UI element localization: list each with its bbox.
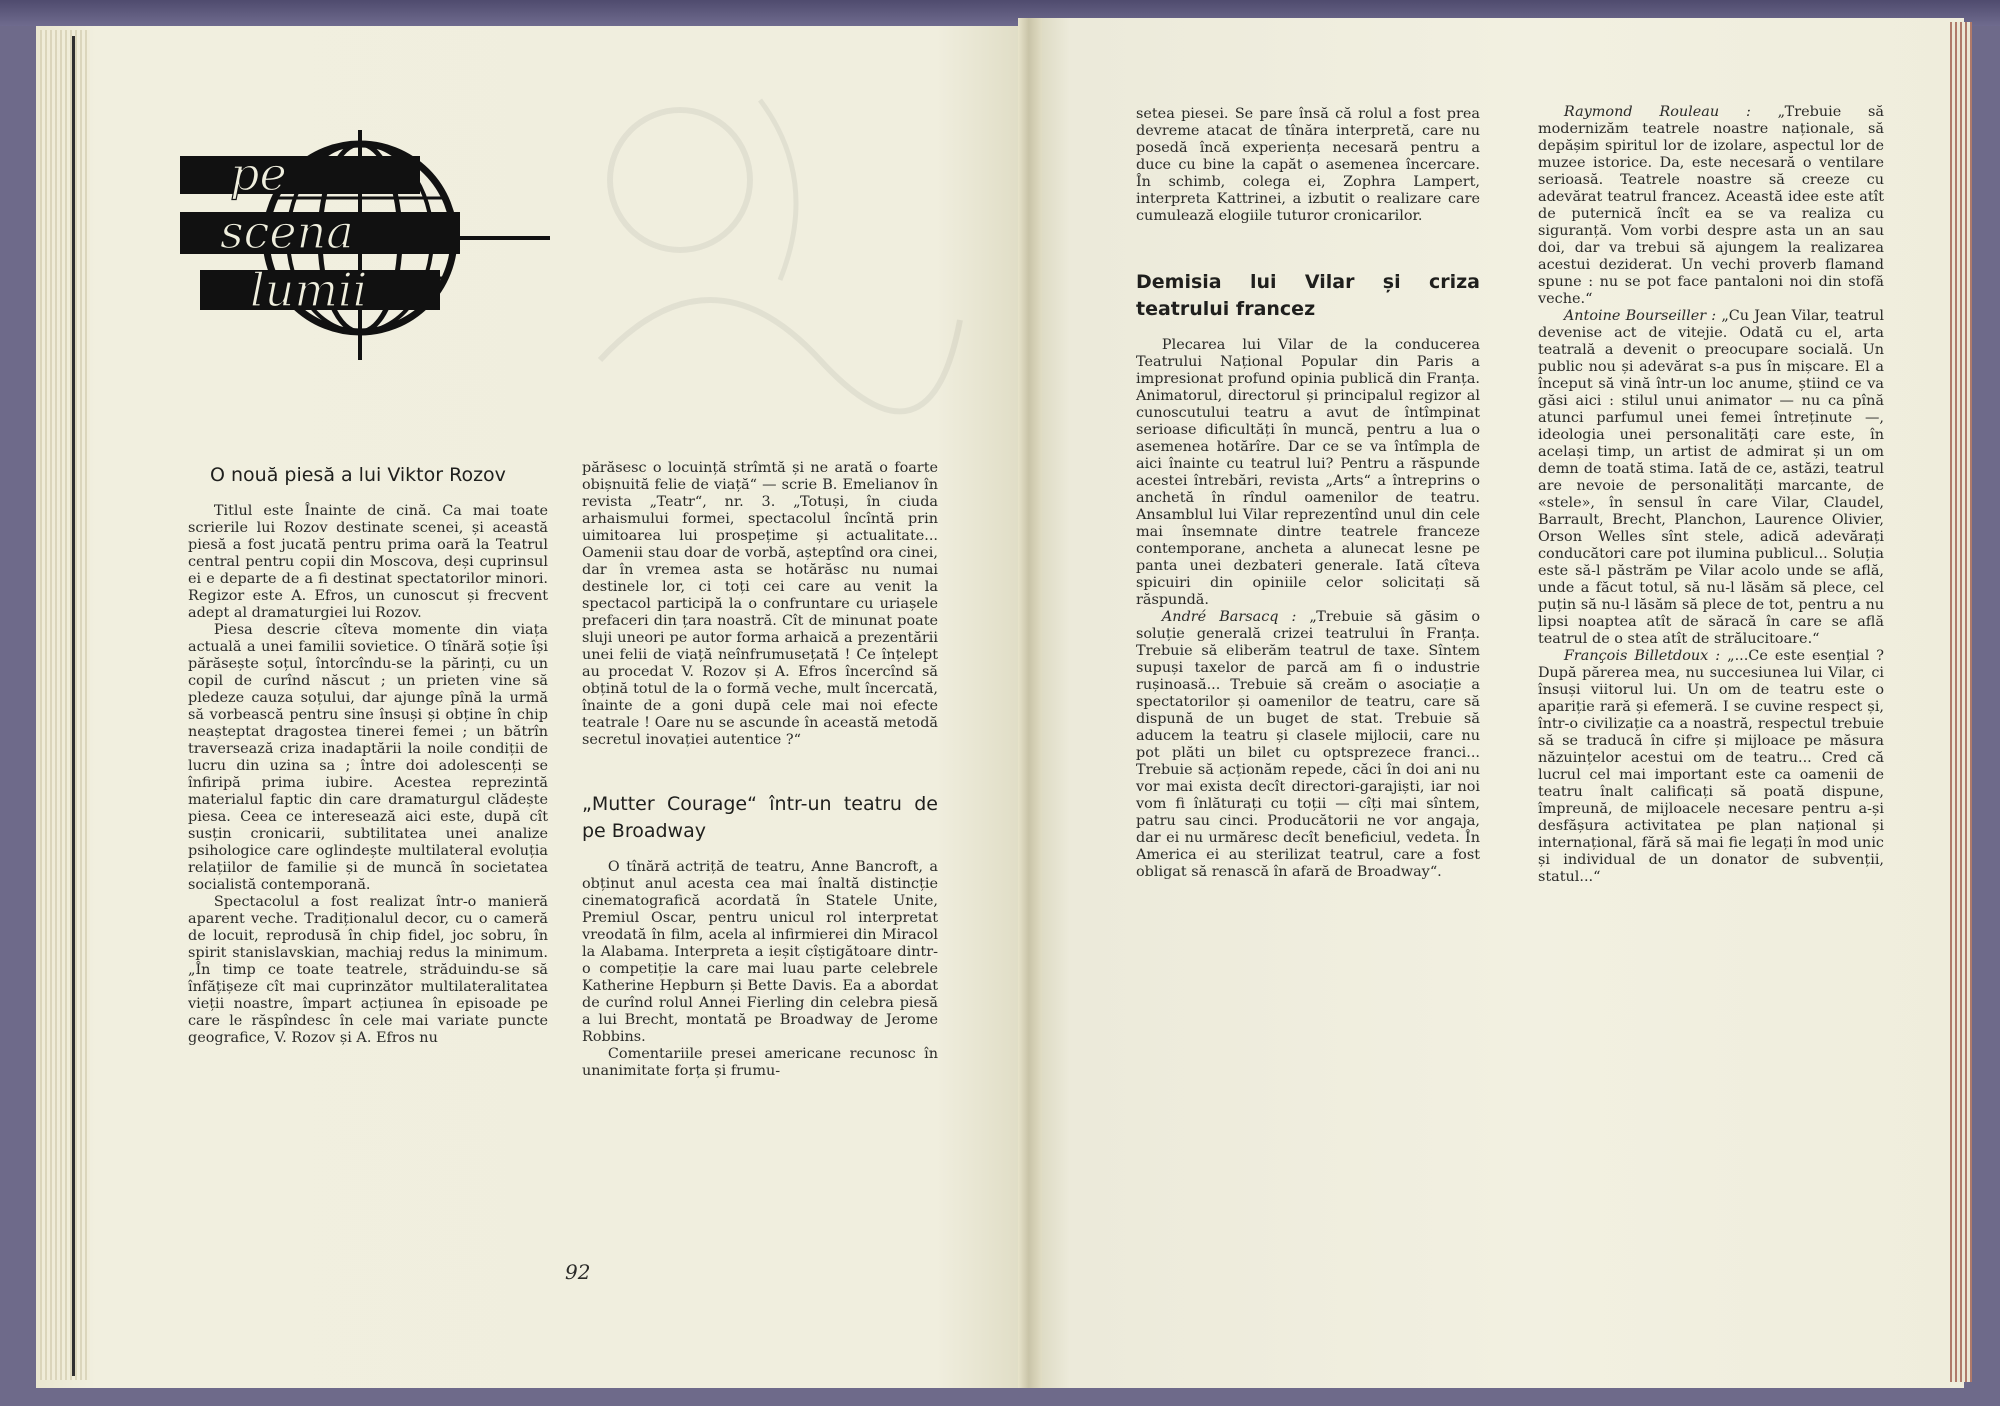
speaker-name: Antoine Bourseiller : <box>1563 308 1717 324</box>
logo-word-2: scena <box>220 205 354 259</box>
quote-text: „Trebuie să găsim o soluție generală crizei teatrului în Franța. Trebuie să eliberăm teatrul de taxe. Sîntem supuși taxelor de parcă am fi o industrie rușinoasă... Trebuie să creăm o asociație a spectatorilor și oamenilor de teatru, care să dispună de un buget de stat. Trebuie să aducem la teatru și clasele mijlocii, care nu pot plăti un bilet cu optsprezece franci... Trebuie să acționăm repede, căci în doi ani nu vor mai exista decît directori-garajiști, iar noi vom fi înlăturați cu toții — cîți mai sîntem, patru sau cinci. Producătorii ne vor angaja, dar ei nu urmăresc decît beneficiul, vedeta. În America ei au sterilizat teatrul, care a fost obligat să renască în afară de Broadway“. <box>1136 609 1480 880</box>
speaker-name: Raymond Rouleau : <box>1563 104 1751 120</box>
right-column-2 <box>1538 104 1884 886</box>
paragraph: Piesa descrie cîteva momente din viața actuală a unei familii sovietice. O tînără soție își părăsește soțul, întorcîndu-se la părinți, cu un copil de curînd născut ; un prieten vine să pledeze cauza soțului, dar ajunge pînă la urmă să vorbească pentru sine însuși și obține în chip neașteptat dragostea tinerei femei ; un bătrîn traversează criza inadaptării la noile condiții de lucru din uzina sa ; între doi adolescenți se înfiripă prima iubire. Acestea reprezintă materialul faptic din care dramaturgul clădește piesa. Ceea ce interesează aici este, după cît susțin cronicarii, subtilitatea unei analize psihologice care oglindește multilateral evoluția relațiilor de familie și de muncă în societatea socialistă contemporană. <box>188 622 548 893</box>
left-column-2 <box>582 460 938 1080</box>
paragraph: Plecarea lui Vilar de la conducerea Teatrului Național Popular din Paris a impresionat profund opinia publică din Franța. Animatorul, directorul și principalul regizor al cunoscutului teatru a avut de întîmpinat serioase dificultăți în muncă, pentru a lua o asemenea hotărîre. Dar ce se va întîmpla de aici înainte cu teatrul lui? Pentru a răspunde acestei întrebări, revista „Arts“ a întreprins o anchetă în rîndul oamenilor de teatru. Ansamblul lui Vilar reprezentînd unul din cele mai însemnate dintre teatrele franceze contemporane, ancheta a alunecat lesne pe panta unei dezbateri generale. Iată cîteva spicuiri din opiniile celor solicitați să răspundă. <box>1136 337 1480 608</box>
paragraph: Comentariile presei americane recunosc în unanimitate forța și frumu- <box>582 1046 938 1079</box>
quote-rouleau <box>1538 104 1884 308</box>
right-page-edges <box>1950 22 1972 1382</box>
logo-word-1: pe <box>230 147 287 201</box>
paragraph: Spectacolul a fost realizat într-o manieră aparent veche. Tradiționalul decor, cu o cameră de locuit, reprodusă în chip fidel, joc sobru, în spirit stanislavskian, machiaj redus la minimum. „În timp ce toate teatrele, străduindu-se să înfățișeze cît mai cuprinzător multilateralitatea vieții noastre, împart acțiunea în episoade pe care le răspîndesc în cele mai variate puncte geografice, V. Rozov și A. Efros nu <box>188 894 548 1046</box>
page-number: 92 <box>565 1260 591 1284</box>
left-page-edges <box>40 30 90 1380</box>
speaker-name: François Billetdoux : <box>1563 648 1721 664</box>
binding-line <box>72 36 75 1376</box>
quote-billetdoux <box>1538 648 1884 886</box>
quote-bourseiller <box>1538 308 1884 648</box>
quote-barsacq <box>1136 609 1480 881</box>
quote-text: „Cu Jean Vilar, teatrul devenise act de vitejie. Odată cu el, arta teatrală a devenit o preocupare socială. Un public nou și adevărat s-a pus în mișcare. El a început să vină într-un loc anume, știind ce va găsi aici : stilul unui animator — nu ca pînă atunci parfumul unei femei întreținute —, ideologia unei personalități care este, în același timp, un artist de admirat și un om demn de toată stima. Iată de ce, astăzi, teatrul are nevoie de personalități marcante, de «stele», în sensul în care Vilar, Claudel, Barrault, Brecht, Planchon, Laurence Olivier, Orson Welles sînt stele, adică adevărați conducători care pot ilumina publicul... Soluția este să-l păstrăm pe Vilar acolo unde se află, unde a făcut totul, să nu-l lăsăm să plece, cel puțin să nu-l lăsăm să plece de tot, pentru a nu lipsi noaptea atît de săracă în care se află teatrul de o stea atît de strălucitoare.“ <box>1538 308 1885 647</box>
paragraph: O tînără actriță de teatru, Anne Bancroft, a obținut anul acesta cea mai înaltă distincție cinematografică acordată în Statele Unite, Premiul Oscar, pentru unicul rol interpretat vreodată în film, acela al infirmierei din Miracol la Alabama. Interpreta a ieșit cîștigătoare dintr-o competiție la care mai luau parte celebrele Katherine Hepburn și Bette Davis. Ea a abordat de curînd rolul Annei Fierling din celebra piesă a lui Brecht, montată pe Broadway de Jerome Robbins. <box>582 859 938 1045</box>
paragraph: Titlul este Înainte de cină. Ca mai toate scrierile lui Rozov destinate scenei, și această piesă a fost jucată pentru prima oară la Teatrul central pentru copii din Moscova, deși cuprinsul ei e departe de a fi destinat spectatorilor minori. Regizor este A. Efros, un cunoscut și frecvent adept al dramaturgiei lui Rozov. <box>188 503 548 621</box>
left-column-1 <box>188 462 548 1047</box>
paragraph: părăsesc o locuință strîmtă și ne arată o foarte obișnuită felie de viață“ — scrie B. Emelianov în revista „Teatr“, nr. 3. „Totuși, în ciuda arhaismului formei, spectacolul încîntă prin uimitoarea lui prospețime și actualitate... Oamenii stau doar de vorbă, așteptînd ora cinei, dar în vremea asta se hotărăsc nu numai destinele lor, ci toți cei care au venit la spectacol participă la o confruntare cu uriașele prefaceri din țara noastră. Cît de minunat poate sluji uneori pe autor forma arhaică a prezentării unei felii de viață neînfrumusețată ! Ce înțelept au procedat V. Rozov și A. Efros încercînd să obțină totul de la o formă veche, mult încercată, înainte de a goni după cele mai noi efecte teatrale ! Oare nu se ascunde în această metodă secretul inovației autentice ?“ <box>582 460 938 748</box>
bleed-through-illustration <box>560 60 980 440</box>
quote-text: „Trebuie să modernizăm teatrele noastre naționale, să depășim spiritul lor de izolare, aspectul lor de muzee istorice. Da, este necesară o ventilare serioasă. Teatrele noastre să creeze cu adevărat teatrul francez. Această idee este atît de puternică încît ea se va realiza cu siguranță. Vom vorbi despre asta un an sau doi, dar va trebui să ajungem la realizarea acestui deziderat. Un vechi proverb flamand spune : nu se pot face pantaloni noi din stofă veche.“ <box>1538 104 1885 307</box>
logo-word-3: lumii <box>250 263 368 317</box>
book-gutter <box>1018 18 1042 1388</box>
section-logo <box>160 120 560 370</box>
paragraph: setea piesei. Se pare însă că rolul a fost prea devreme atacat de tînăra interpretă, care nu posedă încă experiența necesară pentru a duce cu bine la capăt o asemenea încercare. În schimb, colega ei, Zophra Lampert, interpreta Kattrinei, a izbutit o realizare care cumulează elogiile tuturor cronicarilor. <box>1136 106 1480 224</box>
speaker-name: André Barsacq : <box>1161 609 1297 625</box>
article-title-rozov: O nouă piesă a lui Viktor Rozov <box>210 464 506 486</box>
quote-text: „...Ce este esențial ? După părerea mea, nu succesiunea lui Vilar, ci însuși viitorul lui. Un om de teatru este o apariție rară și efemeră. I se cuvine respect și, într-o civilizație ca a noastră, respectul trebuie să se traducă în cifre și mijloace pe măsura năzuințelor acestui om de teatru... Cred că lucrul cel mai important este ca oamenii de teatru înalt calificați să poată dispune, împreună, de mijloacele necesare pentru a-și desfășura activitatea pe plan național și internațional, fără să mai fie legați în mod unic și individual de un donator de subvenții, statul...“ <box>1538 648 1884 885</box>
right-column-1 <box>1136 106 1480 881</box>
article-title-broadway: „Mutter Courage“ într-un teatru de pe Broadway <box>582 793 938 842</box>
article-title-vilar: Demisia lui Vilar și criza teatrului francez <box>1136 271 1480 320</box>
